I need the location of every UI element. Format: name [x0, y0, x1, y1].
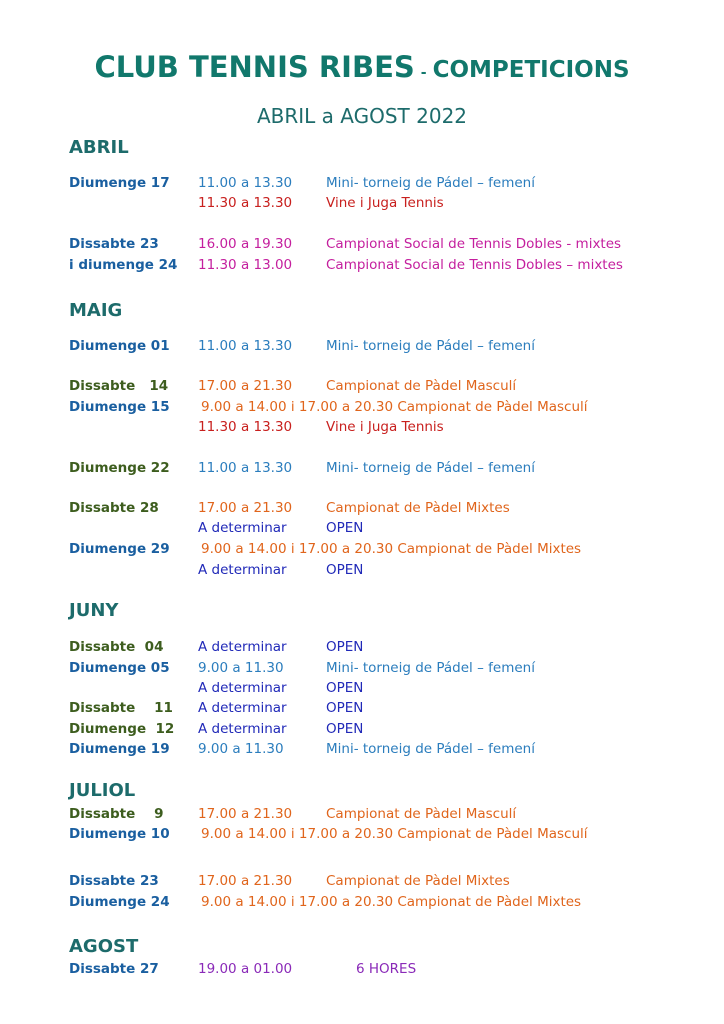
row-time: 16.00 a 19.30 [198, 236, 293, 252]
row-day: Diumenge 29 [69, 541, 170, 557]
club-name: CLUB TENNIS RIBES [94, 50, 415, 84]
row-day: Diumenge 19 [69, 741, 170, 757]
title-separator: - [420, 65, 427, 81]
row-day: Diumenge 01 [69, 338, 170, 354]
month-heading-juliol: JULIOL [69, 780, 136, 801]
row-day: Diumenge 24 [69, 894, 170, 910]
row-time: 9.00 a 11.30 [198, 741, 284, 757]
row-day: Dissabte 14 [69, 378, 169, 394]
row-event: OPEN [326, 639, 364, 655]
row-event: Mini- torneig de Pádel – femení [326, 175, 535, 191]
row-day: Dissabte 23 [69, 873, 159, 889]
row-event: Campionat Social de Tennis Dobles – mixtes [326, 257, 623, 273]
row-time: A determinar [198, 721, 287, 737]
row-time: A determinar [198, 700, 287, 716]
row-day: Diumenge 15 [69, 399, 170, 415]
row-time: 17.00 a 21.30 [198, 500, 293, 516]
row-day: Diumenge 22 [69, 460, 170, 476]
month-heading-abril: ABRIL [69, 137, 129, 158]
row-time: A determinar [198, 562, 287, 578]
row-time-event: 9.00 a 14.00 i 17.00 a 20.30 Campionat de Pàdel Mixtes [201, 541, 582, 557]
row-time: A determinar [198, 639, 287, 655]
row-time: 11.30 a 13.00 [198, 257, 293, 273]
row-event: Mini- torneig de Pádel – femení [326, 460, 535, 476]
month-heading-agost: AGOST [69, 936, 139, 957]
row-time: A determinar [198, 680, 287, 696]
row-time: 11.00 a 13.30 [198, 175, 293, 191]
row-day: Dissabte 11 [69, 700, 173, 716]
row-time: 11.30 a 13.30 [198, 195, 293, 211]
row-event: Mini- torneig de Pádel – femení [326, 338, 535, 354]
row-day: Dissabte 23 [69, 236, 159, 252]
row-time: 19.00 a 01.00 [198, 961, 293, 977]
row-time: 17.00 a 21.30 [198, 378, 293, 394]
row-time: 17.00 a 21.30 [198, 873, 293, 889]
row-time-event: 9.00 a 14.00 i 17.00 a 20.30 Campionat de Pàdel Masculí [201, 826, 588, 842]
row-time: 11.00 a 13.30 [198, 460, 293, 476]
row-day: Dissabte 9 [69, 806, 164, 822]
row-event: OPEN [326, 520, 364, 536]
row-day: Dissabte 04 [69, 639, 164, 655]
title-competicions: COMPETICIONS [432, 57, 630, 83]
row-event: OPEN [326, 680, 364, 696]
row-event: Mini- torneig de Pádel – femení [326, 660, 535, 676]
row-day: i diumenge 24 [69, 257, 178, 273]
month-heading-juny: JUNY [69, 600, 119, 621]
row-event: Vine i Juga Tennis [326, 195, 444, 211]
row-event: 6 HORES [356, 961, 417, 977]
row-event: Campionat de Pàdel Masculí [326, 806, 517, 822]
row-day: Diumenge 12 [69, 721, 175, 737]
row-day: Diumenge 10 [69, 826, 170, 842]
row-day: Diumenge 17 [69, 175, 170, 191]
row-time: A determinar [198, 520, 287, 536]
row-event: Campionat de Pàdel Masculí [326, 378, 517, 394]
row-time: 11.30 a 13.30 [198, 419, 293, 435]
row-event: Campionat de Pàdel Mixtes [326, 500, 510, 516]
row-day: Diumenge 05 [69, 660, 170, 676]
row-time: 11.00 a 13.30 [198, 338, 293, 354]
row-day: Dissabte 27 [69, 961, 159, 977]
period-subtitle: ABRIL a AGOST 2022 [256, 104, 468, 128]
row-event: Campionat Social de Tennis Dobles - mixtes [326, 236, 622, 252]
row-event: OPEN [326, 721, 364, 737]
row-event: Mini- torneig de Pádel – femení [326, 741, 535, 757]
page-title [0, 50, 724, 84]
row-time: 17.00 a 21.30 [198, 806, 293, 822]
row-event: Campionat de Pàdel Mixtes [326, 873, 510, 889]
month-heading-maig: MAIG [69, 300, 123, 321]
row-time: 9.00 a 11.30 [198, 660, 284, 676]
row-time-event: 9.00 a 14.00 i 17.00 a 20.30 Campionat de Pàdel Masculí [201, 399, 588, 415]
row-day: Dissabte 28 [69, 500, 159, 516]
row-event: OPEN [326, 700, 364, 716]
row-event: Vine i Juga Tennis [326, 419, 444, 435]
row-time-event: 9.00 a 14.00 i 17.00 a 20.30 Campionat de Pàdel Mixtes [201, 894, 582, 910]
row-event: OPEN [326, 562, 364, 578]
